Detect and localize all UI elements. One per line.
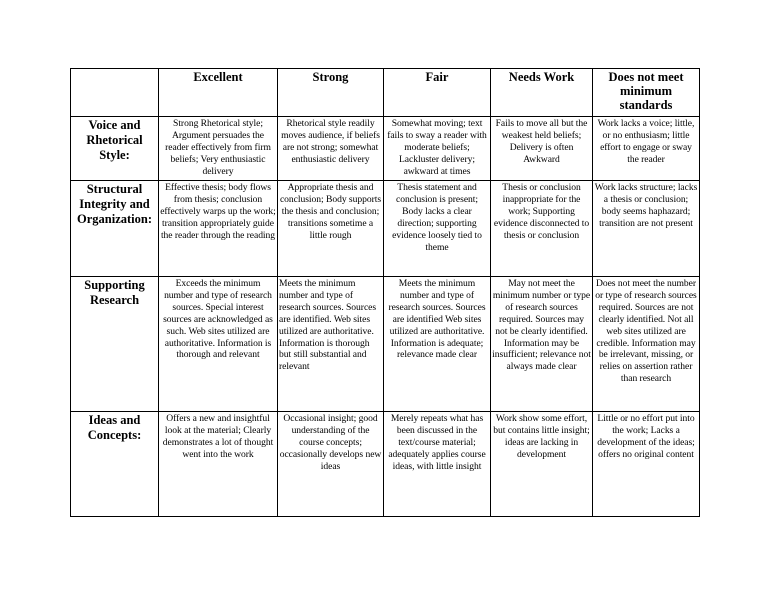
column-header-fair: Fair xyxy=(384,69,491,117)
rubric-cell: Thesis statement and conclusion is present; Body lacks a clear direction; supporting evidence loosely tied to theme xyxy=(384,181,491,277)
rubric-cell: Little or no effort put into the work; Lacks a development of the ideas; offers no original content xyxy=(593,412,700,517)
column-header-strong: Strong xyxy=(278,69,384,117)
column-header-needs-work: Needs Work xyxy=(491,69,593,117)
row-header-structure: Structural Integrity and Organization: xyxy=(71,181,159,277)
table-row xyxy=(71,181,700,277)
row-header-ideas: Ideas and Concepts: xyxy=(71,412,159,517)
rubric-cell: Effective thesis; body flows from thesis; conclusion effectively warps up the work; transition appropriately guide the reader through the reading xyxy=(159,181,278,277)
table-row xyxy=(71,277,700,412)
column-header-does-not-meet: Does not meet minimum standards xyxy=(593,69,700,117)
rubric-cell: Somewhat moving; text fails to sway a reader with moderate beliefs; Lackluster delivery; awkward at times xyxy=(384,117,491,181)
table-row xyxy=(71,412,700,517)
rubric-cell: Meets the minimum number and type of research sources. Sources are identified. Web sites utilized are authoritative. Information is thorough but still substantial and relevant xyxy=(278,277,384,412)
rubric-cell: Offers a new and insightful look at the material; Clearly demonstrates a lot of thought went into the work xyxy=(159,412,278,517)
column-header-excellent: Excellent xyxy=(159,69,278,117)
rubric-cell: Fails to move all but the weakest held beliefs; Delivery is often Awkward xyxy=(491,117,593,181)
rubric-table xyxy=(70,68,700,517)
rubric-cell: Work show some effort, but contains little insight; ideas are lacking in development xyxy=(491,412,593,517)
corner-cell xyxy=(71,69,159,117)
row-header-voice: Voice and Rhetorical Style: xyxy=(71,117,159,181)
rubric-cell: Occasional insight; good understanding of the course concepts; occasionally develops new ideas xyxy=(278,412,384,517)
rubric-cell: Meets the minimum number and type of research sources. Sources are identified Web sites utilized are authoritative. Information is adequate; relevance made clear xyxy=(384,277,491,412)
rubric-cell: Work lacks structure; lacks a thesis or conclusion; body seems haphazard; transition are not present xyxy=(593,181,700,277)
rubric-cell: Appropriate thesis and conclusion; Body supports the thesis and conclusion; transitions sometime a little rough xyxy=(278,181,384,277)
table-row xyxy=(71,117,700,181)
row-header-research: Supporting Research xyxy=(71,277,159,412)
rubric-cell: Strong Rhetorical style; Argument persuades the reader effectively from firm beliefs; Very enthusiastic delivery xyxy=(159,117,278,181)
rubric-cell: Merely repeats what has been discussed in the text/course material; adequately applies course ideas, with little insight xyxy=(384,412,491,517)
rubric-cell: May not meet the minimum number or type of research sources required. Sources may not be clearly identified. Information may be insufficient; relevance not always made clear xyxy=(491,277,593,412)
rubric-cell: Rhetorical style readily moves audience, if beliefs are not strong; somewhat enthusiastic delivery xyxy=(278,117,384,181)
rubric-cell: Work lacks a voice; little, or no enthusiasm; little effort to engage or sway the reader xyxy=(593,117,700,181)
rubric-cell: Does not meet the number or type of research sources required. Sources are not clearly identified. Not all web sites utilized are credible. Information may be irrelevant, missing, or relies on assertion rather than research xyxy=(593,277,700,412)
header-row xyxy=(71,69,700,117)
rubric-cell: Thesis or conclusion inappropriate for the work; Supporting evidence disconnected to thesis or conclusion xyxy=(491,181,593,277)
rubric-cell: Exceeds the minimum number and type of research sources. Special interest sources are acknowledged as such. Web sites utilized are authoritative. Information is thorough and relevant xyxy=(159,277,278,412)
